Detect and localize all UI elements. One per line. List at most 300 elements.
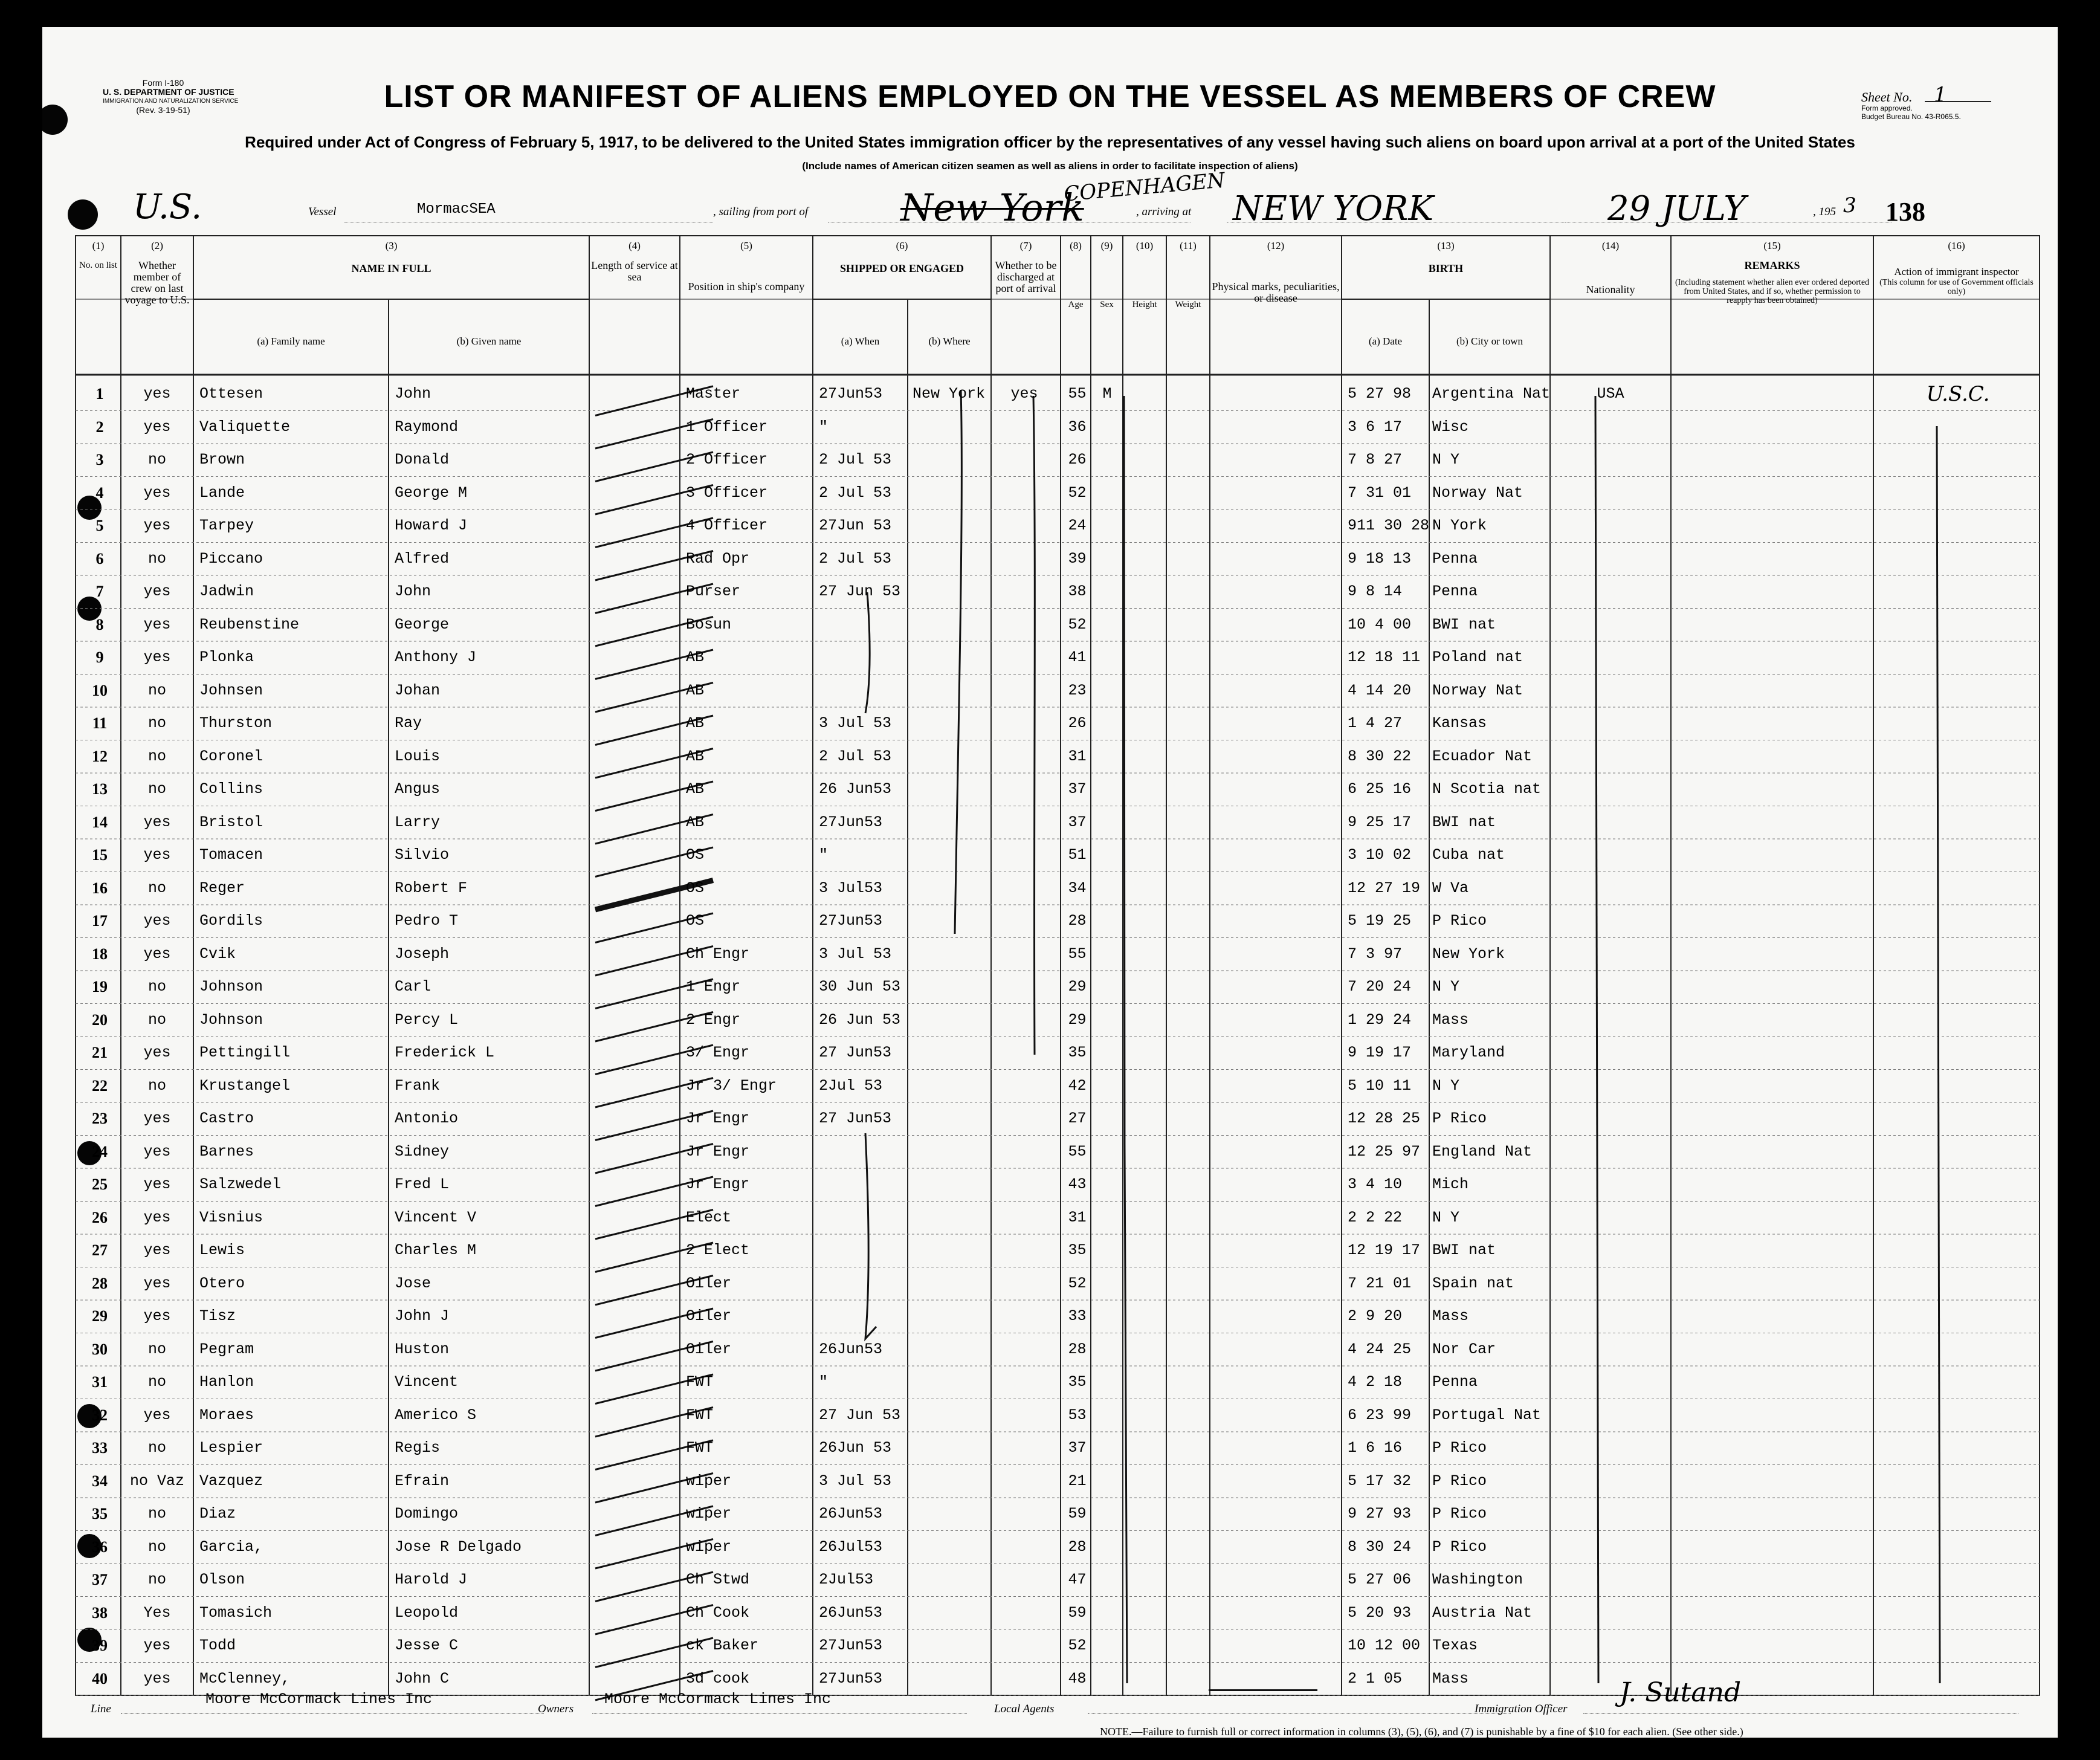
cell-nationality (1556, 649, 1665, 667)
cell-given: Pedro T (395, 912, 459, 930)
cell-discharged (994, 1044, 1055, 1062)
cell-prev: no (147, 1571, 166, 1588)
cell-no: 4 (95, 484, 104, 502)
col-subheader-shipped-b: (b) Where (928, 335, 971, 347)
cell-no: 36 (92, 1538, 108, 1556)
cell-position: Ch Stwd (686, 1571, 750, 1588)
cell-position: Ch Cook (686, 1603, 750, 1622)
cell-position: 1 Officer (686, 418, 768, 436)
col-number-discharge: (7) (1019, 240, 1032, 251)
cell-when: 27Jun53 (819, 1637, 883, 1654)
cell-nationality (1556, 418, 1665, 436)
cell-birth-date: 5 27 98 (1348, 385, 1412, 403)
cell-action (1879, 1373, 2037, 1391)
cell-discharged (994, 1373, 1055, 1391)
include-text: (Include names of American citizen seamen as well as aliens in order to facilitate inspection of aliens) (802, 160, 1298, 172)
cell-discharged (994, 1670, 1055, 1688)
cell-action (1879, 1143, 2037, 1161)
cell-given: Frank (395, 1076, 441, 1095)
cell-birth-place: Penna (1432, 549, 1478, 568)
cell-discharged (994, 1241, 1055, 1260)
cell-prev: yes (143, 1110, 171, 1127)
cell-where (913, 682, 988, 700)
cell-prev: yes (143, 1274, 171, 1292)
cell-nationality (1556, 714, 1665, 733)
col-header-marks: Physical marks, peculiarities, or disease (1212, 280, 1340, 304)
budget-bureau: Budget Bureau No. 43-R065.5. (1861, 112, 1961, 121)
cell-prev: yes (143, 649, 171, 666)
cell-birth-place: Norway Nat (1432, 681, 1523, 699)
cell-sex (1093, 945, 1122, 963)
cell-discharged (994, 1011, 1055, 1029)
cell-no: 11 (92, 714, 108, 732)
cell-position: 3 Officer (686, 484, 768, 502)
cell-action (1879, 748, 2037, 766)
cell-action (1879, 418, 2037, 436)
cell-birth-place: Norway Nat (1432, 484, 1523, 502)
cell-nationality (1556, 780, 1665, 798)
cell-sex: M (1102, 385, 1112, 403)
col-number-age: (8) (1070, 240, 1082, 251)
cell-given: Anthony J (395, 649, 477, 666)
cell-nationality: USA (1597, 385, 1624, 403)
cell-birth-place: N Y (1432, 451, 1460, 468)
cell-when: 2Jul53 (819, 1571, 874, 1588)
cell-birth-place: Ecuador Nat (1432, 747, 1533, 765)
cell-family: Hanlon (199, 1373, 254, 1391)
cell-where (913, 1604, 988, 1622)
cell-where (913, 1538, 988, 1556)
cell-given: John J (395, 1307, 450, 1325)
cell-no: 2 (95, 418, 104, 436)
cell-position: 2 Engr (686, 1011, 741, 1029)
form-id: Form I-180 (142, 78, 184, 88)
cell-given: Efrain (395, 1472, 450, 1490)
cell-nationality (1556, 1307, 1665, 1325)
cell-sex (1093, 780, 1122, 798)
cell-given: George M (395, 484, 468, 502)
cell-prev: yes (143, 418, 171, 436)
cell-action (1879, 1637, 2037, 1655)
cell-given: John (395, 385, 431, 403)
cell-nationality (1556, 1538, 1665, 1556)
cell-given: Vincent (395, 1373, 459, 1391)
cell-prev: yes (143, 615, 171, 633)
cell-prev: yes (143, 1669, 171, 1687)
cell-no: 19 (92, 978, 108, 995)
cell-when: 2 Jul 53 (819, 484, 892, 502)
cell-where (913, 1571, 988, 1589)
cell-given: Fred L (395, 1176, 450, 1193)
cell-nationality (1556, 748, 1665, 766)
cell-prev: no (147, 1439, 166, 1457)
col-header-action: Action of immigrant inspector (1894, 266, 2019, 277)
cell-birth-place: N Scotia nat (1432, 780, 1542, 798)
cell-discharged (994, 714, 1055, 733)
cell-no: 3 (95, 451, 104, 468)
col-header-name: NAME IN FULL (351, 262, 431, 274)
cell-position: OS (686, 846, 705, 864)
cell-birth-place: Spain nat (1432, 1274, 1514, 1292)
cell-no: 21 (92, 1044, 108, 1061)
cell-sex (1093, 748, 1122, 766)
cell-nationality (1556, 879, 1665, 898)
cell-given: Silvio (395, 846, 450, 864)
cell-where: New York (913, 385, 986, 403)
cell-birth-date: 7 31 01 (1348, 484, 1412, 502)
owners-rule (592, 1713, 967, 1714)
cell-sex (1093, 1373, 1122, 1391)
cell-age: 35 (1068, 1044, 1087, 1061)
cell-when: 2 Jul 53 (819, 451, 892, 468)
cell-when (819, 1241, 906, 1260)
cell-nationality (1556, 1373, 1665, 1391)
cell-no: 38 (92, 1603, 108, 1622)
cell-no: 10 (92, 681, 108, 699)
service: IMMIGRATION AND NATURALIZATION SERVICE (103, 98, 239, 105)
cell-where (913, 879, 988, 898)
agents-rule (1088, 1713, 1511, 1714)
cell-where (913, 1373, 988, 1391)
cell-family: Johnson (199, 1011, 263, 1029)
cell-sex (1093, 1241, 1122, 1260)
cell-family: Tisz (199, 1307, 236, 1325)
cell-sex (1093, 1406, 1122, 1425)
cell-family: Pettingill (199, 1044, 291, 1061)
col-header-position: Position in ship's company (688, 280, 805, 293)
cell-where (913, 814, 988, 832)
cell-action (1879, 1604, 2037, 1622)
col-header-weight: Weight (1175, 300, 1201, 309)
cell-family: Todd (199, 1637, 236, 1654)
cell-birth-place: Cuba nat (1432, 846, 1505, 864)
cell-action (1879, 879, 2037, 898)
cell-discharged (994, 978, 1055, 996)
cell-nationality (1556, 1143, 1665, 1161)
cell-action (1879, 1011, 2037, 1029)
cell-birth-date: 8 30 22 (1348, 747, 1412, 765)
cell-when: 3 Jul 53 (819, 714, 892, 732)
cell-discharged (994, 912, 1055, 930)
cell-prev: no (147, 1340, 166, 1358)
cell-prev: yes (143, 1208, 171, 1226)
cell-birth-place: Mass (1432, 1669, 1469, 1687)
cell-action (1879, 1538, 2037, 1556)
cell-age: 28 (1068, 1340, 1087, 1358)
cell-where (913, 616, 988, 634)
cell-sex (1093, 1439, 1122, 1457)
cell-no: 27 (92, 1241, 108, 1259)
cell-family: Brown (199, 451, 245, 468)
cell-birth-date: 2 2 22 (1348, 1208, 1403, 1226)
cell-discharged (994, 1275, 1055, 1293)
cell-when: 26Jul53 (819, 1538, 883, 1556)
cell-birth-place: P Rico (1432, 1538, 1487, 1556)
cell-age: 38 (1068, 583, 1087, 600)
cell-birth-place: BWI nat (1432, 615, 1496, 633)
cell-nationality (1556, 1571, 1665, 1589)
cell-sex (1093, 517, 1122, 535)
cell-given: Joseph (395, 945, 450, 963)
cell-no: 7 (95, 583, 104, 600)
cell-when: 26 Jun53 (819, 780, 892, 798)
cell-given: Regis (395, 1439, 441, 1457)
cell-birth-place: P Rico (1432, 912, 1487, 930)
cell-where (913, 1505, 988, 1523)
cell-age: 35 (1068, 1373, 1087, 1391)
cell-discharged (994, 1341, 1055, 1359)
cell-position: Jr Engr (686, 1176, 750, 1193)
cell-position: 4 Officer (686, 517, 768, 534)
col-subheader-name-b: (b) Given name (456, 335, 522, 347)
cell-no: 13 (92, 780, 108, 798)
cell-birth-place: N Y (1432, 978, 1460, 995)
cell-prev: no (147, 747, 166, 765)
cell-family: Piccano (199, 549, 263, 568)
cell-discharged (994, 418, 1055, 436)
cell-prev: no (147, 1373, 166, 1391)
sailing-from-correction: COPENHAGEN (1062, 168, 1226, 207)
cell-family: Garcia, (199, 1538, 263, 1556)
cell-position: Ch Engr (686, 945, 750, 963)
cell-where (913, 846, 988, 864)
cell-sex (1093, 1604, 1122, 1622)
cell-family: Reubenstine (199, 615, 300, 633)
cell-discharged (994, 1472, 1055, 1490)
cell-birth-date: 7 21 01 (1348, 1274, 1412, 1292)
cell-no: 31 (92, 1373, 108, 1391)
cell-when: 26Jun 53 (819, 1439, 892, 1457)
cell-nationality (1556, 517, 1665, 535)
cell-family: Coronel (199, 747, 263, 765)
cell-when: 26 Jun 53 (819, 1011, 901, 1029)
cell-when: 27 Jun 53 (819, 1406, 901, 1424)
cell-age: 59 (1068, 1505, 1087, 1522)
cell-family: Salzwedel (199, 1176, 282, 1193)
cell-birth-date: 1 6 16 (1348, 1439, 1403, 1457)
cell-sex (1093, 1110, 1122, 1128)
cell-sex (1093, 1538, 1122, 1556)
col-header-birth: BIRTH (1428, 262, 1464, 274)
cell-action (1879, 780, 2037, 798)
cell-discharged (994, 616, 1055, 634)
cell-prev: no (147, 879, 166, 897)
owners-name: Moore McCormack Lines Inc (604, 1690, 832, 1708)
col-header-no: No. on list (79, 260, 117, 270)
cell-action (1879, 1571, 2037, 1589)
cell-nationality (1556, 1604, 1665, 1622)
cell-birth-date: 3 10 02 (1348, 846, 1412, 864)
cell-sex (1093, 1143, 1122, 1161)
cell-nationality (1556, 1406, 1665, 1425)
cell-discharged (994, 748, 1055, 766)
col-header-shipped: SHIPPED OR ENGAGED (839, 262, 964, 274)
cell-when: 27 Jun53 (819, 1044, 892, 1061)
cell-birth-place: P Rico (1432, 1110, 1487, 1127)
year-prefix: , 195 (1813, 205, 1836, 218)
arriving-at: NEW YORK (1233, 189, 1434, 228)
cell-discharged (994, 945, 1055, 963)
col-header-remarks: REMARKS (1744, 259, 1800, 271)
cell-position: AB (686, 813, 705, 831)
line-name: Moore McCormack Lines Inc (205, 1690, 433, 1708)
cell-position: AB (686, 649, 705, 666)
cell-no: 28 (92, 1274, 108, 1292)
vessel-name: MormacSEA (417, 201, 496, 218)
cell-discharged (994, 1571, 1055, 1589)
cell-when: 2 Jul 53 (819, 549, 892, 568)
cell-age: 53 (1068, 1406, 1087, 1424)
cell-nationality (1556, 484, 1665, 502)
cell-where (913, 649, 988, 667)
cell-nationality (1556, 682, 1665, 700)
cell-no: 23 (92, 1110, 108, 1127)
cell-family: Olson (199, 1571, 245, 1588)
col-subheader-birth-b: (b) City or town (1456, 335, 1523, 347)
cell-age: 37 (1068, 813, 1087, 831)
cell-sex (1093, 583, 1122, 601)
cell-age: 33 (1068, 1307, 1087, 1325)
col-note-action: (This column for use of Government officials only) (1879, 278, 2034, 296)
cell-discharged (994, 1604, 1055, 1622)
col-header-age: Age (1068, 300, 1084, 309)
cell-age: 42 (1068, 1076, 1087, 1095)
cell-birth-date: 4 2 18 (1348, 1373, 1403, 1391)
cell-position: 3d cook (686, 1669, 750, 1687)
cell-given: Alfred (395, 549, 450, 568)
cell-family: Reger (199, 879, 245, 897)
cell-age: 48 (1068, 1669, 1087, 1687)
officer-rule (1583, 1713, 2018, 1714)
cell-when: 26Jun53 (819, 1505, 883, 1522)
sailing-label: , sailing from port of (713, 205, 809, 218)
cell-action (1879, 1241, 2037, 1260)
col-number-service: (4) (628, 240, 641, 251)
cell-sex (1093, 1472, 1122, 1490)
cell-discharged (994, 1637, 1055, 1655)
cell-age: 29 (1068, 978, 1087, 995)
cell-when (819, 649, 906, 667)
cell-birth-place: BWI nat (1432, 813, 1496, 831)
cell-where (913, 550, 988, 568)
cell-where (913, 1110, 988, 1128)
cell-where (913, 1176, 988, 1194)
cell-where (913, 748, 988, 766)
cell-given: Leopold (395, 1603, 459, 1622)
cell-sex (1093, 616, 1122, 634)
cell-birth-date: 2 9 20 (1348, 1307, 1403, 1325)
cell-birth-place: Wisc (1432, 418, 1469, 436)
cell-prev: yes (143, 1307, 171, 1325)
cell-prev: Yes (143, 1603, 171, 1622)
cell-given: Raymond (395, 418, 459, 436)
cell-discharged (994, 1439, 1055, 1457)
revision: (Rev. 3-19-51) (136, 105, 190, 115)
cell-given: Huston (395, 1340, 450, 1358)
cell-age: 21 (1068, 1472, 1087, 1490)
cell-where (913, 1439, 988, 1457)
cell-no: 9 (95, 649, 104, 666)
cell-birth-place: N Y (1432, 1208, 1460, 1226)
cell-sex (1093, 1341, 1122, 1359)
cell-prev: no (147, 1076, 166, 1095)
cell-action (1879, 616, 2037, 634)
cell-age: 37 (1068, 780, 1087, 798)
cell-age: 52 (1068, 1274, 1087, 1292)
cell-given: Jose (395, 1274, 431, 1292)
cell-where (913, 583, 988, 601)
cell-given: John (395, 583, 431, 600)
cell-no: 24 (92, 1142, 108, 1160)
cell-sex (1093, 1209, 1122, 1227)
cell-discharged (994, 846, 1055, 864)
cell-where (913, 945, 988, 963)
cell-action (1879, 1472, 2037, 1490)
cell-nationality (1556, 814, 1665, 832)
cell-discharged: yes (1010, 385, 1038, 403)
cell-prev: yes (143, 1406, 171, 1424)
cell-birth-place: P Rico (1432, 1472, 1487, 1490)
cell-sex (1093, 1505, 1122, 1523)
cell-when: " (819, 846, 829, 864)
cell-when: 26Jun53 (819, 1340, 883, 1358)
cell-action (1879, 1275, 2037, 1293)
cell-discharged (994, 879, 1055, 898)
cell-birth-place: Texas (1432, 1637, 1478, 1654)
cell-family: Gordils (199, 912, 263, 930)
cell-action (1879, 945, 2037, 963)
cell-given: Howard J (395, 517, 468, 534)
cell-nationality (1556, 550, 1665, 568)
cell-sex (1093, 846, 1122, 864)
col-number-shipped: (6) (896, 240, 908, 251)
cell-discharged (994, 682, 1055, 700)
cell-prev: yes (143, 583, 171, 600)
cell-nationality (1556, 1241, 1665, 1260)
cell-when: " (819, 418, 829, 436)
cell-discharged (994, 1077, 1055, 1095)
cell-birth-date: 5 10 11 (1348, 1076, 1412, 1095)
cell-position: OS (686, 912, 705, 930)
cell-discharged (994, 1538, 1055, 1556)
cell-sex (1093, 714, 1122, 733)
cell-given: Percy L (395, 1011, 459, 1029)
arriving-label: , arriving at (1136, 205, 1192, 218)
cell-no: 37 (92, 1571, 108, 1588)
cell-position: OS (686, 879, 705, 897)
year-digit: 3 (1843, 193, 1856, 218)
cell-prev: no (147, 451, 166, 468)
cell-when: 26Jun53 (819, 1603, 883, 1622)
cell-birth-date: 10 4 00 (1348, 615, 1412, 633)
cell-birth-date: 12 28 25 (1348, 1110, 1421, 1127)
cell-birth-place: Penna (1432, 1373, 1478, 1391)
cell-nationality (1556, 1209, 1665, 1227)
cell-discharged (994, 550, 1055, 568)
cell-family: Tomasich (199, 1603, 273, 1622)
cell-position: FWT (686, 1373, 714, 1391)
cell-age: 28 (1068, 912, 1087, 930)
cell-action (1879, 1341, 2037, 1359)
cell-no: 26 (92, 1208, 108, 1226)
cell-position: Bosun (686, 615, 732, 633)
col-header-prev-voyage: Whether member of crew on last voyage to U.S. (124, 259, 190, 306)
cell-sex (1093, 1077, 1122, 1095)
sheet-label: Sheet No. (1861, 89, 1913, 105)
cell-birth-date: 6 23 99 (1348, 1406, 1412, 1424)
cell-position: ck Baker (686, 1637, 759, 1654)
cell-birth-date: 5 27 06 (1348, 1571, 1412, 1588)
